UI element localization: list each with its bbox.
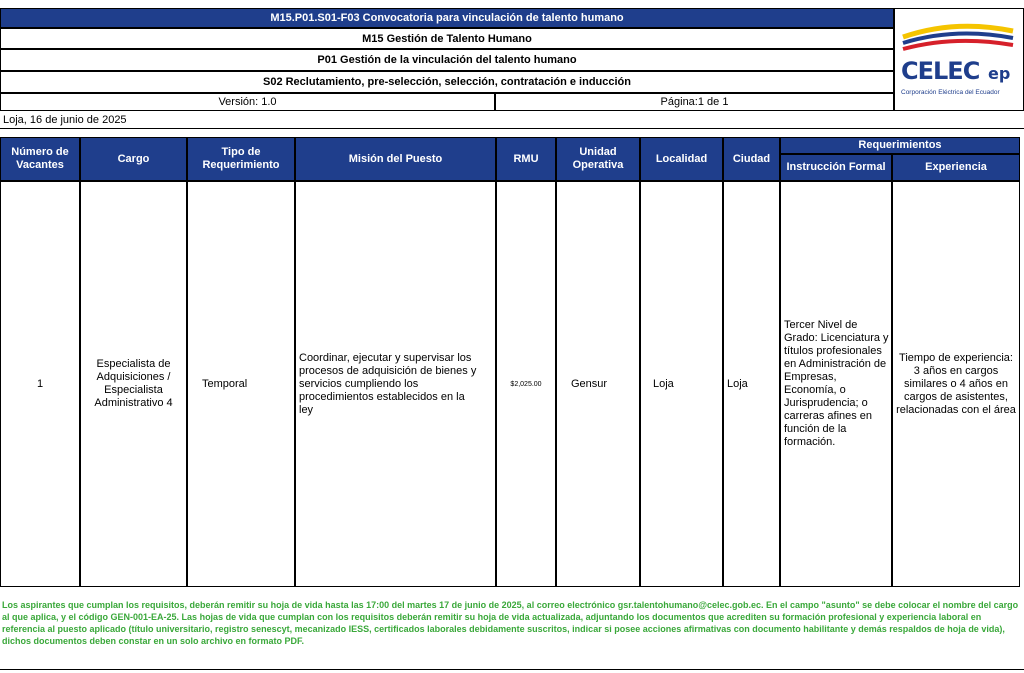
cell-instruccion-value: Tercer Nivel de Grado: Licenciatura y títulos profesionales en Administración de Empresas, Economía, o Jurisprudencia; o carreras afines en función de la formación. [784, 319, 889, 448]
version-label: Versión: 1.0 [0, 93, 495, 111]
cell-rmu [496, 181, 556, 587]
cell-ciudad-value: Loja [727, 377, 748, 390]
cell-ciudad [723, 181, 780, 587]
cell-rmu-value: $2,025.00 [510, 380, 542, 388]
col-header-mision: Misión del Puesto [295, 137, 496, 181]
col-header-requerimientos: Requerimientos [780, 137, 1020, 154]
subprocess-title: S02 Reclutamiento, pre-selección, selección, contratación e inducción [0, 71, 894, 93]
logo-box [894, 8, 1024, 111]
cell-experiencia [892, 181, 1020, 587]
page-label: Página:1 de 1 [495, 93, 894, 111]
cell-unidad-value: Gensur [571, 377, 608, 390]
col-header-rmu: RMU [496, 137, 556, 181]
logo-suffix: ep [988, 64, 1011, 83]
cell-localidad-value: Loja [653, 377, 674, 390]
cell-mision-value: Coordinar, ejecutar y supervisar los procesos de adquisición de bienes y servicios cumpliendo los procedimientos establecidos en la ley [299, 351, 477, 416]
macro-process-title: M15 Gestión de Talento Humano [0, 28, 894, 49]
col-header-instruccion: Instrucción Formal [780, 154, 892, 181]
cell-cargo [80, 181, 187, 587]
cell-localidad [640, 181, 723, 587]
col-header-cargo: Cargo [80, 137, 187, 181]
col-header-tipo: Tipo de Requerimiento [187, 137, 295, 181]
cell-tipo [187, 181, 295, 587]
cell-unidad [556, 181, 640, 587]
cell-experiencia-value: Tiempo de experiencia: 3 años en cargos similares o 4 años en cargos de asistentes, relacionadas con el área [896, 351, 1016, 416]
col-header-vacantes: Número de Vacantes [0, 137, 80, 181]
col-header-experiencia: Experiencia [892, 154, 1020, 181]
form-code-title: M15.P01.S01-F03 Convocatoria para vinculación de talento humano [0, 8, 894, 28]
col-header-ciudad: Ciudad [723, 137, 780, 181]
logo-tagline: Corporación Eléctrica del Ecuador [901, 89, 1000, 96]
cell-tipo-value: Temporal [202, 377, 248, 390]
date-place: Loja, 16 de junio de 2025 [0, 111, 1024, 129]
cell-mision [295, 181, 496, 587]
cell-cargo-value: Especialista de Adquisiciones / Especialista Administrativo 4 [94, 358, 173, 409]
cell-vacantes-value: 1 [36, 377, 44, 390]
col-header-localidad: Localidad [640, 137, 723, 181]
footer-instructions: Los aspirantes que cumplan los requisitos, deberán remitir su hoja de vida hasta las 17:00 del martes 17 de junio de 2025, al correo electrónico gsr.talentohumano@celec.gob.ec. En el campo "asunto" se debe colocar el nombre del cargo al que aplica, y el código GEN-001-EA-25. Las hojas de vida que cumplan con los requisitos deberán remitir su hoja de vida actualizada, adjuntando los documentos que acrediten su formación profesional y experiencia laboral en referencia al puesto aplicado (título universitario, registro senescyt, mecanizado IESS, certificados laborales debidamente suscritos, indicar si posee acciones afirmativas con documento habilitante y demás respaldos de hoja de vida), dichos documentos deben constar en un solo archivo en formato PDF. [2, 600, 1019, 646]
col-header-unidad: Unidad Operativa [556, 137, 640, 181]
bottom-border [0, 669, 1024, 670]
logo-name: CELEC [901, 57, 980, 85]
cell-vacantes [0, 181, 80, 587]
cell-instruccion [780, 181, 892, 587]
process-title: P01 Gestión de la vinculación del talento humano [0, 49, 894, 71]
